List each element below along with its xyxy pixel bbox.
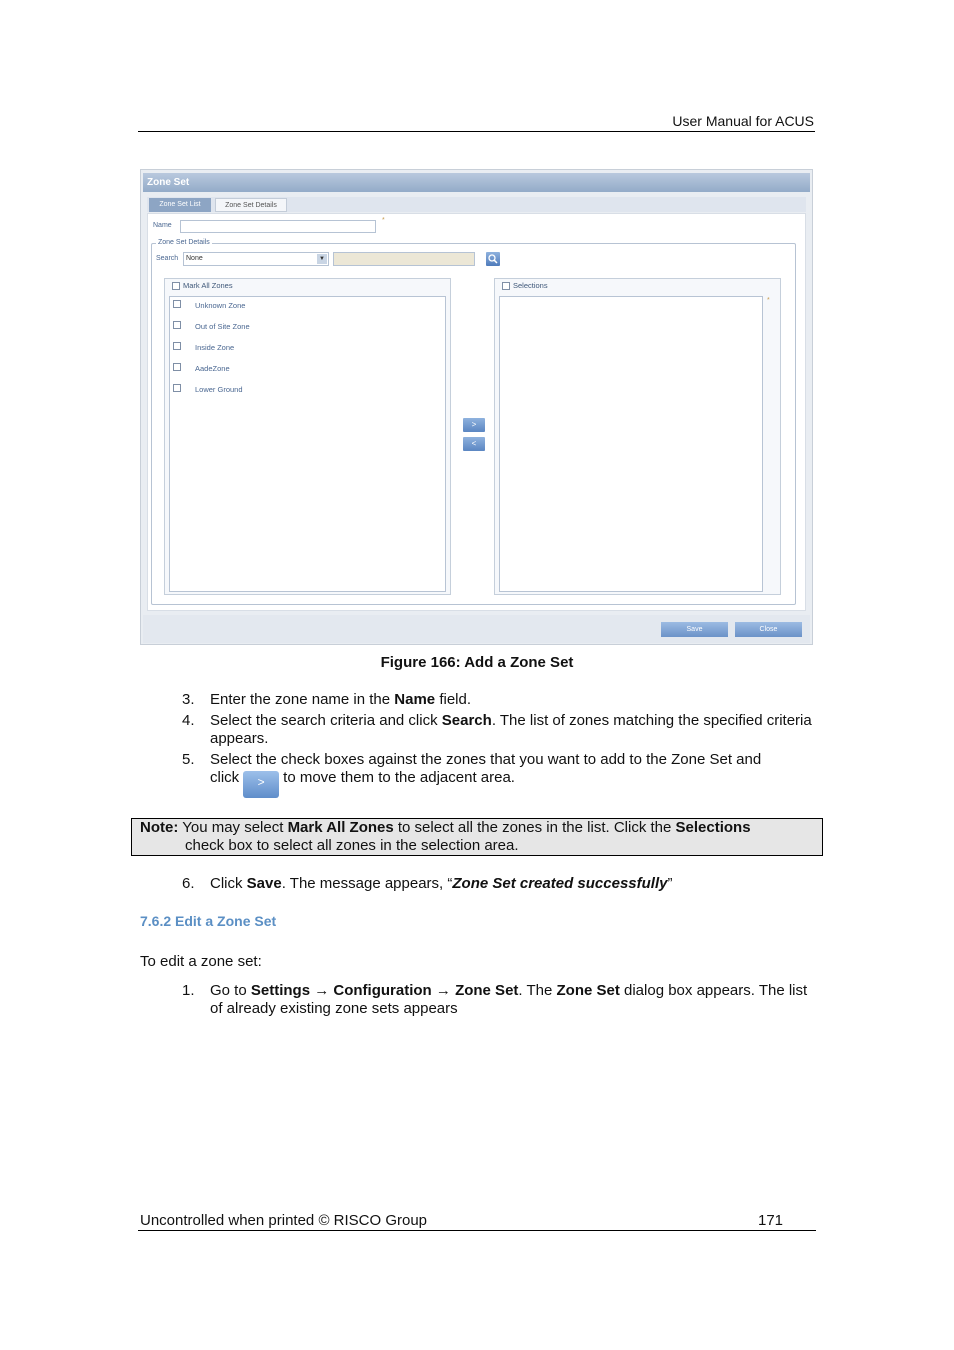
footer-rule: [138, 1230, 816, 1231]
header-rule: [138, 131, 815, 132]
step-4-text: [210, 712, 815, 748]
save-button[interactable]: Save: [661, 622, 728, 637]
step-text: . The list of zones matching the specified criteria appears.: [210, 712, 812, 747]
arrow-icon: →: [310, 982, 334, 999]
figure-caption: Figure 166: Add a Zone Set: [380, 654, 574, 671]
step-number: 5.: [182, 751, 195, 768]
note-bold: Mark All Zones: [287, 819, 394, 836]
name-input[interactable]: [180, 220, 376, 233]
search-select-value: None: [186, 255, 203, 262]
zone-checkbox[interactable]: [173, 363, 181, 371]
step-6-text: [210, 875, 815, 893]
step-text: Click: [210, 875, 247, 892]
move-right-button[interactable]: >: [463, 418, 485, 432]
arrow-icon: →: [431, 982, 456, 999]
step-bold: Settings: [250, 982, 311, 999]
details-content: [147, 213, 806, 611]
step-text: ”: [667, 875, 673, 892]
mark-all-label: Mark All Zones: [183, 281, 233, 290]
zone-set-details-fieldset: [151, 239, 796, 605]
search-select[interactable]: [183, 252, 329, 266]
name-label: Name: [153, 222, 172, 229]
selections-checkbox[interactable]: [502, 282, 510, 290]
step-italic: Zone Set created successfully: [452, 875, 668, 892]
step-bold: Zone Set: [455, 982, 519, 999]
dialog-button-bar: [143, 615, 810, 643]
tab-zone-set-list[interactable]: Zone Set List: [149, 198, 211, 212]
search-value-input[interactable]: [333, 252, 475, 266]
search-button[interactable]: [486, 252, 500, 266]
list-item: Inside Zone: [195, 343, 235, 352]
selections-label: Selections: [513, 281, 548, 290]
step-bold: Zone Set: [556, 982, 620, 999]
tab-zone-set-details[interactable]: Zone Set Details: [215, 198, 287, 212]
available-zones-panel: [164, 278, 451, 595]
footer-copyright: Uncontrolled when printed © RISCO Group: [140, 1212, 428, 1229]
step-number: 4.: [182, 712, 195, 729]
mark-all-checkbox[interactable]: [172, 282, 180, 290]
tab-bar: [147, 197, 806, 212]
note-text-part: to select all the zones in the list. Click the: [393, 819, 676, 836]
note-text: [140, 819, 810, 855]
note-box: [131, 818, 823, 856]
selections-panel: [494, 278, 781, 595]
zone-checkbox[interactable]: [173, 321, 181, 329]
list-item: AadeZone: [195, 364, 230, 373]
step-text: Select the search criteria and click: [210, 712, 442, 729]
note-bold: Selections: [675, 819, 751, 836]
required-mark: *: [382, 217, 385, 224]
search-label: Search: [156, 255, 179, 262]
step-bold: Name: [394, 691, 436, 708]
close-button[interactable]: Close: [735, 622, 802, 637]
required-mark: *: [767, 297, 770, 304]
step-number: 1.: [182, 982, 195, 999]
step-bold: Save: [246, 875, 282, 892]
step-text: field.: [435, 691, 472, 708]
move-left-button[interactable]: <: [463, 437, 485, 451]
available-zones-list[interactable]: [169, 296, 446, 592]
step-bold: Configuration: [333, 982, 432, 999]
step-3-text: [210, 691, 815, 709]
note-label: Note:: [140, 819, 179, 836]
step-5-line1: Select the check boxes against the zones that you want to add to the Zone Set and: [210, 751, 762, 768]
details-legend: Zone Set Details: [158, 239, 210, 246]
step-text: to move them to the adjacent area.: [283, 769, 515, 786]
note-text-part: You may select: [178, 819, 288, 836]
zone-checkbox[interactable]: [173, 342, 181, 350]
step-number: 6.: [182, 875, 195, 892]
step-text: . The: [518, 982, 557, 999]
selections-list[interactable]: [499, 296, 763, 592]
page-number: 171: [758, 1212, 784, 1229]
dialog-title: Zone Set: [143, 173, 810, 192]
list-item: Unknown Zone: [195, 301, 246, 310]
zone-set-screenshot: [140, 169, 813, 645]
section-intro: To edit a zone set:: [140, 953, 262, 970]
list-item: Out of Site Zone: [195, 322, 250, 331]
step-text: Enter the zone name in the: [210, 691, 395, 708]
step-text: dialog box appears. The list of already existing zone sets appears: [210, 982, 808, 1017]
step-text: Go to: [210, 982, 251, 999]
step-bold: Search: [441, 712, 492, 729]
zone-checkbox[interactable]: [173, 300, 181, 308]
step-text: . The message appears, “: [281, 875, 453, 892]
note-text-part: check box to select all zones in the selection area.: [185, 837, 519, 854]
section-heading: 7.6.2 Edit a Zone Set: [140, 913, 277, 929]
move-right-button-image: >: [243, 771, 279, 798]
list-item: Lower Ground: [195, 385, 243, 394]
running-header: User Manual for ACUS: [672, 113, 814, 129]
zone-checkbox[interactable]: [173, 384, 181, 392]
step-number: 3.: [182, 691, 195, 708]
chevron-down-icon[interactable]: ▼: [317, 254, 327, 264]
step-text: click: [210, 769, 240, 786]
search-icon: [486, 252, 500, 266]
step-5-line2: [210, 769, 815, 798]
edit-step-1-text: [210, 982, 815, 1018]
